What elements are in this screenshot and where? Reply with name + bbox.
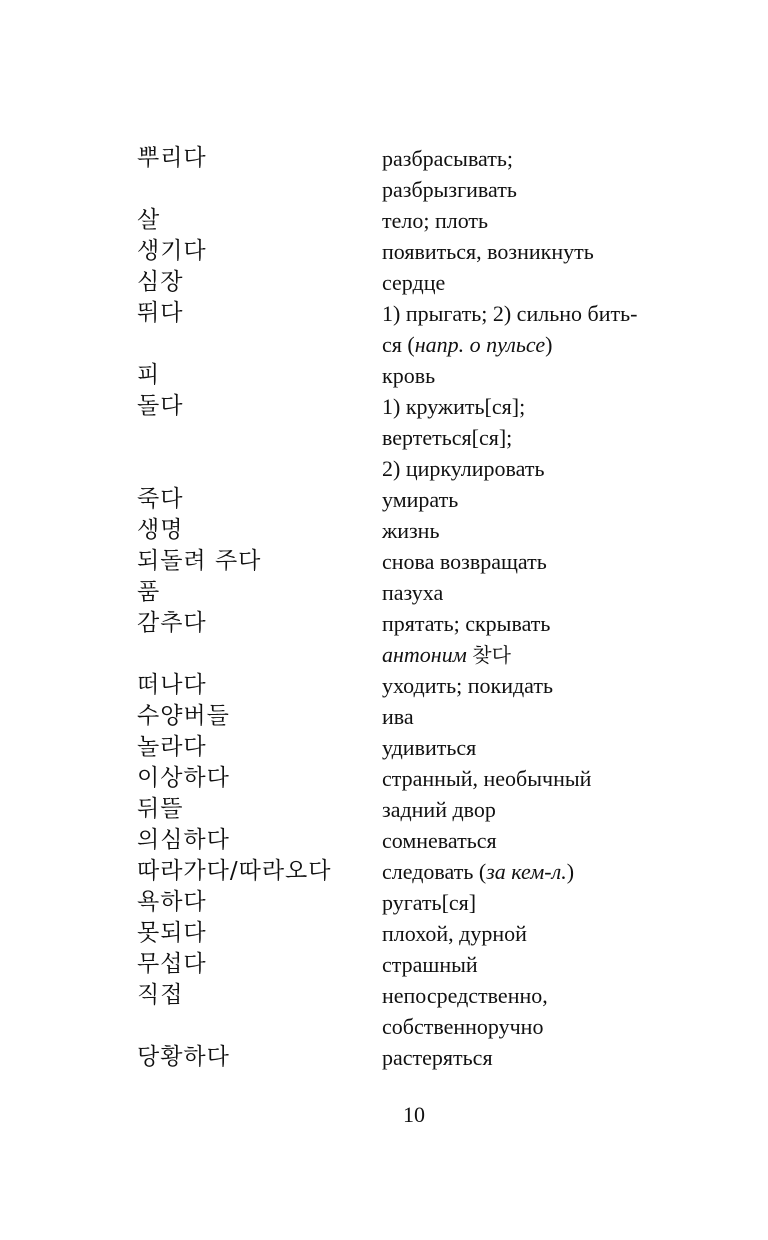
glossary-entry [137,484,717,515]
glossary-entry [137,856,717,887]
italic-note: напр. о пульсе [414,332,546,357]
glossary-entry [137,763,717,794]
korean-term: 당황하다 [137,1044,230,1070]
definition-text: задний двор [382,797,496,822]
definition-text: плохой, дурной [382,921,527,946]
definition-line [382,887,717,918]
definition-line [382,391,717,422]
glossary-entry [137,701,717,732]
definition-line [382,236,717,267]
definition-line [382,949,717,980]
glossary-entry [137,360,717,391]
definition-text: появиться, возникнуть [382,239,594,264]
definition-text: страшный [382,952,478,977]
definition-text: разбрасывать; [382,146,514,171]
korean-term: 살 [137,207,161,233]
russian-definition [382,918,717,949]
russian-definition [382,856,717,887]
korean-term: 뒤뜰 [137,796,184,822]
korean-term: 되돌려 주다 [137,548,262,574]
russian-definition [382,205,717,236]
definition-line [382,360,717,391]
definition-text: уходить; покидать [382,673,554,698]
definition-text: ) [566,859,575,884]
korean-term: 무섭다 [137,951,207,977]
definition-line [382,422,717,453]
korean-term: 욕하다 [137,889,207,915]
glossary-entry [137,515,717,546]
definition-text: странный, необычный [382,766,592,791]
korean-term: 이상하다 [137,765,230,791]
korean-term: 생기다 [137,238,207,264]
korean-term: 직접 [137,982,184,1008]
definition-text: кровь [382,363,436,388]
definition-text: ) [545,332,553,357]
korean-term: 수양버들 [137,703,230,729]
korean-term: 죽다 [137,486,184,512]
russian-definition [382,1042,717,1073]
definition-line [382,918,717,949]
definition-text: сомневаться [382,828,497,853]
definition-text: 1) прыгать; 2) сильно бить- [382,301,638,326]
glossary-entry [137,205,717,236]
definition-text: 2) циркулировать [382,456,545,481]
russian-definition [382,949,717,980]
russian-definition [382,546,717,577]
russian-definition [382,298,717,360]
glossary-entry [137,732,717,763]
russian-definition [382,794,717,825]
definition-line [382,608,717,639]
definition-line [382,1011,717,1042]
definition-text: ся ( [382,332,415,357]
glossary-entry [137,949,717,980]
glossary-entry [137,980,717,1042]
definition-text: умирать [382,487,459,512]
glossary-entry [137,236,717,267]
russian-definition [382,608,717,670]
definition-line [382,546,717,577]
glossary-entry [137,794,717,825]
korean-term: 생명 [137,517,184,543]
russian-definition [382,670,717,701]
definition-text: ругать[ся] [382,890,477,915]
definition-line [382,329,717,360]
russian-definition [382,267,717,298]
russian-definition [382,236,717,267]
definition-text: тело; плоть [382,208,489,233]
definition-text: разбрызгивать [382,177,517,202]
definition-line [382,1042,717,1073]
italic-note: антоним [382,642,467,667]
korean-term: 못되다 [137,920,207,946]
glossary-entry [137,577,717,608]
russian-definition [382,701,717,732]
russian-definition [382,515,717,546]
definition-line [382,670,717,701]
definition-text: прятать; скрывать [382,611,551,636]
korean-term: 피 [137,362,161,388]
definition-line [382,825,717,856]
definition-line [382,267,717,298]
korean-antonym: 찾다 [472,643,511,667]
glossary-entry [137,546,717,577]
korean-term: 의심하다 [137,827,230,853]
glossary-entry [137,670,717,701]
russian-definition [382,980,717,1042]
definition-line [382,639,717,670]
definition-line [382,732,717,763]
definition-line [382,763,717,794]
definition-line [382,515,717,546]
russian-definition [382,887,717,918]
russian-definition [382,732,717,763]
definition-text: жизнь [382,518,440,543]
definition-text: вертеться[ся]; [382,425,513,450]
definition-text: следовать ( [382,859,487,884]
korean-term: 따라가다/따라오다 [137,858,332,884]
russian-definition [382,577,717,608]
definition-line [382,577,717,608]
glossary-entry [137,267,717,298]
korean-term: 떠나다 [137,672,207,698]
definition-line [382,794,717,825]
definition-text: пазуха [382,580,444,605]
definition-text: растеряться [382,1045,493,1070]
glossary-entry [137,143,717,205]
korean-term: 돌다 [137,393,184,419]
definition-line [382,174,717,205]
definition-text: непосредственно, [382,983,548,1008]
definition-text: ива [382,704,414,729]
definition-text: сердце [382,270,446,295]
russian-definition [382,360,717,391]
korean-term: 놀라다 [137,734,207,760]
korean-term: 뛰다 [137,300,184,326]
definition-line [382,205,717,236]
russian-definition [382,143,717,205]
glossary-entry [137,1042,717,1073]
definition-line [382,856,717,887]
definition-line [382,298,717,329]
definition-line [382,484,717,515]
glossary-entry [137,391,717,484]
definition-line [382,453,717,484]
definition-line [382,143,717,174]
russian-definition [382,484,717,515]
korean-term: 감추다 [137,610,207,636]
korean-term: 뿌리다 [137,145,207,171]
page-number: 10 [403,1102,425,1127]
glossary-entry [137,825,717,856]
glossary-entry [137,887,717,918]
definition-text: удивиться [382,735,477,760]
definition-text: снова возвращать [382,549,547,574]
korean-term: 품 [137,579,161,605]
russian-definition [382,391,717,484]
korean-term: 심장 [137,269,184,295]
russian-definition [382,825,717,856]
glossary-entry [137,918,717,949]
italic-note: за кем-л. [486,859,567,884]
definition-text: собственноручно [382,1014,544,1039]
definition-line [382,980,717,1011]
glossary-entry [137,608,717,670]
definition-line [382,701,717,732]
russian-definition [382,763,717,794]
glossary-list [137,143,717,1073]
definition-text: 1) кружить[ся]; [382,394,526,419]
glossary-entry [137,298,717,360]
